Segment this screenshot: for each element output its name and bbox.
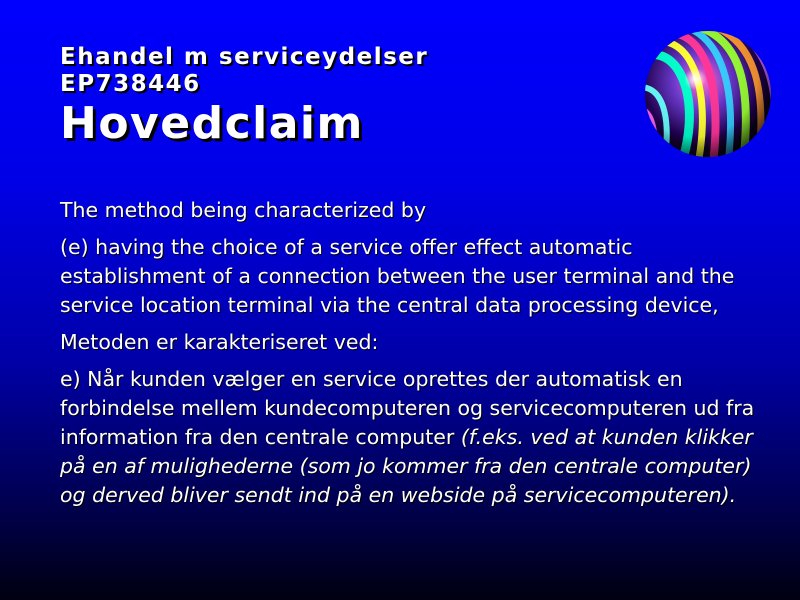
paragraph-danish-intro: Metoden er karakteriseret ved: bbox=[60, 330, 379, 354]
paragraph-danish-claim-example: (f.eks. ved at kunden klikker på en af mulighederne (som jo kommer fra den centrale computer) og derved bliver sendt ind på en webside på servicecomputeren). bbox=[60, 425, 753, 507]
slide-header bbox=[60, 44, 620, 150]
slide-title: Hovedclaim bbox=[60, 98, 364, 149]
paragraph-english-claim: (e) having the choice of a service offer effect automatic establishment of a connection between the user terminal and the service location terminal via the central data processing device, bbox=[60, 235, 735, 317]
slide-body bbox=[60, 196, 760, 518]
paragraph-danish-claim-text: e) Når kunden vælger en service oprettes der automatisk en forbindelse mellem kundecomputeren og servicecomputeren ud fra information fra den centrale computer bbox=[60, 367, 755, 449]
slide-subtitle-line-1: Ehandel m serviceydelser bbox=[60, 44, 429, 70]
slide-subtitle-line-2: EP738446 bbox=[60, 71, 201, 97]
paragraph-english-intro: The method being characterized by bbox=[60, 198, 427, 222]
iridescent-sphere-icon bbox=[643, 29, 773, 159]
paragraph-danish-claim bbox=[60, 365, 760, 510]
